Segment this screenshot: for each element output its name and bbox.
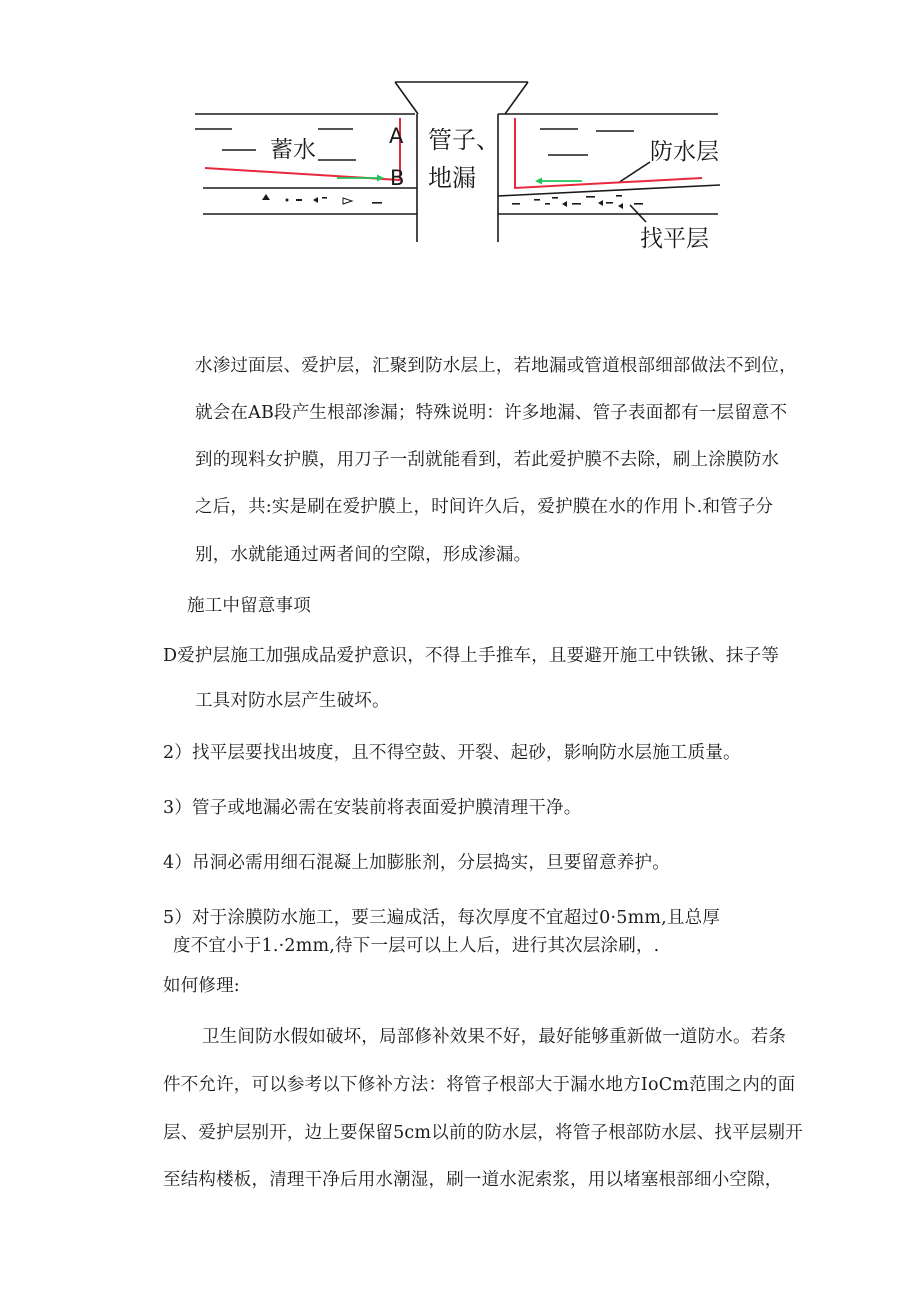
text-line: 卫生间防水假如破坏，局部修补效果不好，最好能够重新做一道防水。若条 bbox=[202, 1027, 787, 1047]
label-pipe-1: 管子、 bbox=[428, 126, 500, 154]
list-item: 2）找平层要找出坡度，且不得空鼓、开裂、起砂，影响防水层施工质量。 bbox=[163, 743, 741, 763]
text-line: 别，水就能通过两者间的空隙，形成渗漏。 bbox=[195, 545, 532, 565]
list-item: 3）管子或地漏必需在安装前将表面爱护膜清理干净。 bbox=[163, 798, 582, 818]
list-item: 5）对于涂膜防水施工，要三遍成活，每次厚度不宜超过0·5mm,且总厚 bbox=[163, 908, 721, 928]
list-item: 4）吊洞必需用细石混凝上加膨胀剂，分层捣实，旦要留意养护。 bbox=[163, 853, 670, 873]
waterproofing-cross-section-diagram bbox=[0, 0, 920, 300]
label-leveling-layer: 找平层 bbox=[640, 226, 709, 252]
text-line: 就会在AB段产生根部渗漏；特殊说明：许多地漏、管子表面都有一层留意不 bbox=[195, 403, 788, 423]
text-line: 件不允许，可以参考以下修补方法：将管子根部大于漏水地方IoCm范围之内的面 bbox=[163, 1075, 796, 1095]
label-water: 蓄水 bbox=[270, 137, 316, 163]
label-point-b: B bbox=[390, 166, 405, 190]
text-line: 至结构楼板，清理干净后用水潮湿，刷一道水泥索浆，用以堵塞根部细小空隙， bbox=[163, 1170, 783, 1190]
text-line: 水渗过面层、爱护层，汇聚到防水层上，若地漏或管道根部细部做法不到位， bbox=[195, 356, 797, 376]
text-line: 之后，共:实是刷在爱护膜上，时间许久后，爱护膜在水的作用卜.和管子分 bbox=[195, 497, 774, 517]
heading-construction-notes: 施工中留意事项 bbox=[187, 596, 311, 616]
text-line: 层、爱护层别开，边上要保留5cm以前的防水层，将管子根部防水层、找平层剔开 bbox=[163, 1123, 803, 1143]
list-item: D爱护层施工加强成品爱护意识，不得上手推车，且要避开施工中铁锹、抹子等 bbox=[163, 646, 780, 666]
label-point-a: A bbox=[389, 124, 404, 148]
list-item-continuation: 度不宜小于1.·2mm,待下一层可以上人后，进行其次层涂刷，. bbox=[173, 936, 660, 956]
label-waterproof-layer: 防水层 bbox=[650, 139, 719, 165]
label-pipe-2: 地漏 bbox=[428, 164, 476, 192]
heading-how-to-repair: 如何修理: bbox=[163, 976, 240, 996]
text-line: 到的现料女护膜，用刀子一刮就能看到，若此爱护膜不去除，刷上涂膜防水 bbox=[195, 450, 780, 470]
list-item-continuation: 工具对防水层产生破坏。 bbox=[195, 691, 390, 711]
